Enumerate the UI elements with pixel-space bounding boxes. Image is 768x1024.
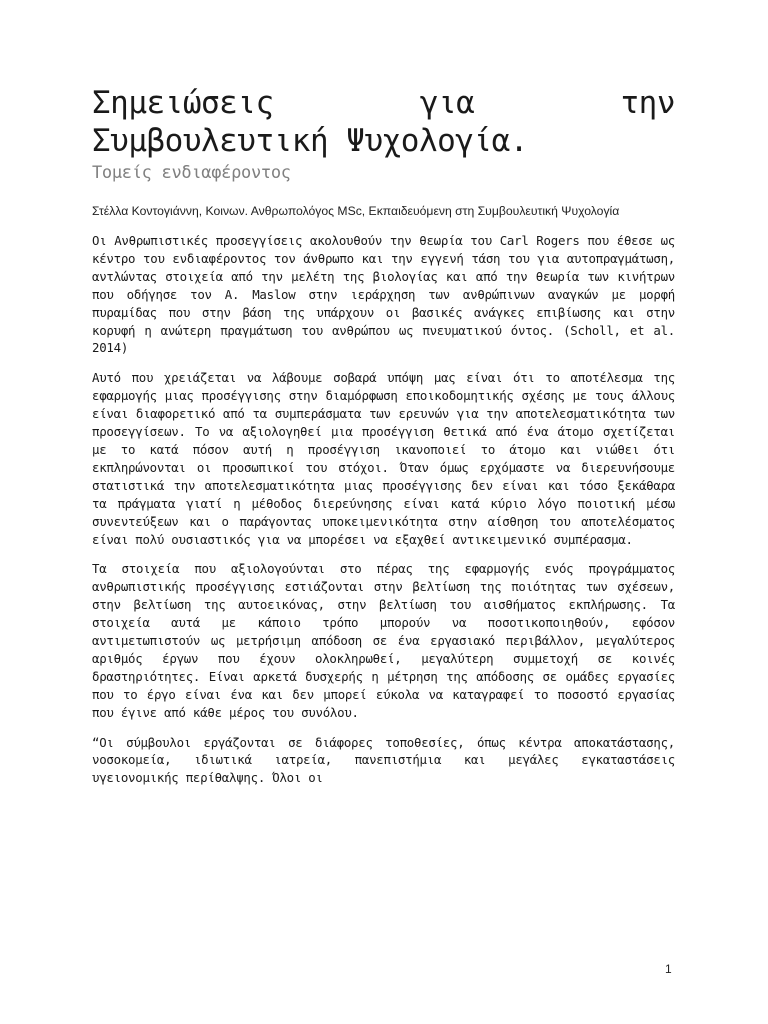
document-title <box>92 84 675 160</box>
paragraph-1: Οι Ανθρωπιστικές προσεγγίσεις ακολουθούν την θεωρία του Carl Rogers που έθεσε ως κέντρο του ενδιαφέροντος τον άνθρωπο και την εγγενή τάση του για αυτοπραγμάτωση, αντλώντας στοιχεία από την μελέτη της βιολογίας και από την θεωρία των κινήτρων που οδήγησε τον A. Maslow στην ιεράρχηση των ανθρώπινων αναγκών με μορφή πυραμίδας που στην βάση της υπάρχουν οι βασικές ανάγκες επιβίωσης και στην κορυφή η ανώτερη πραγμάτωση του ανθρώπου ως πνευματικού όντος. (Scholl, et al. 2014) <box>92 233 675 356</box>
title-line-2: Συμβουλευτική Ψυχολογία. <box>92 123 528 159</box>
paragraph-3: Τα στοιχεία που αξιολογούνται στο πέρας της εφαρμογής ενός προγράμματος ανθρωπιστικής προσέγγισης εστιάζονται στην βελτίωση της ποιότητας των σχέσεων, στην βελτίωση της αυτοεικόνας, στην βελτίωση του αισθήματος εκπλήρωσης. Τα στοιχεία αυτά με κάποιο τρόπο μπορούν να ποσοτικοποιηθούν, εφόσον αντιμετωπιστούν ως μετρήσιμη απόδοση σε ένα εργασιακό περιβάλλον, μεγαλύτερος αριθμός έργων που έχουν ολοκληρωθεί, μεγαλύτερη συμμετοχή σε κοινές δραστηριότητες. Είναι αρκετά δυσχερής η μέτρηση της απόδοσης σε ομάδες εργασίες που το έργο είναι ένα και δεν μπορεί εύκολα να καταγραφεί το ποσοστό εργασίας που έγινε από κάθε μέρος του συνόλου. <box>92 561 675 720</box>
paragraph-2: Αυτό που χρειάζεται να λάβουμε σοβαρά υπόψη μας είναι ότι το αποτέλεσμα της εφαρμογής μιας προσέγγισης στην διαμόρφωση εποικοδομητικής σχέσης με τους άλλους είναι διαφορετικό από τα συμπεράσματα των ερευνών για την αποτελεσματικότητα των προσεγγίσεων. Το να αξιολογηθεί μια προσέγγιση θετικά από ένα άτομο σχετίζεται με το κατά πόσον αυτή η προσέγγιση ικανοποιεί το άτομο και νιώθει ότι εκπληρώνονται οι προσωπικοί του στόχοι. Όταν όμως ερχόμαστε να διερευνήσουμε στατιστικά την αποτελεσματικότητα μιας προσέγγισης δεν είναι και τόσο ξεκάθαρα τα πράγματα γιατί η μέθοδος διερεύνησης είναι κατά κύριο λόγο ποιοτική μέσω συνεντεύξεων και ο παράγοντας υποκειμενικότητα στην αίσθηση του αποτελέσματος είναι πολύ ουσιαστικός για να μπορέσει να εξαχθεί αντικειμενικό συμπέρασμα. <box>92 370 675 547</box>
author-line: Στέλλα Κοντογιάννη, Κοινων. Ανθρωπολόγος MSc, Εκπαιδευόμενη στη Συμβουλευτική Ψυχολογία <box>92 204 620 218</box>
document-page <box>92 84 675 799</box>
document-subtitle: Τομείς ενδιαφέροντος <box>92 163 291 183</box>
title-line-1: Σημειώσεις για την <box>92 85 675 121</box>
paragraph-4: “Οι σύμβουλοι εργάζονται σε διάφορες τοποθεσίες, όπως κέντρα αποκατάστασης, νοσοκομεία, ιδιωτικά ιατρεία, πανεπιστήμια και μεγάλες εγκαταστάσεις υγειονομικής περίθαλψης. Όλοι οι <box>92 734 675 786</box>
page-number: 1 <box>665 962 672 976</box>
